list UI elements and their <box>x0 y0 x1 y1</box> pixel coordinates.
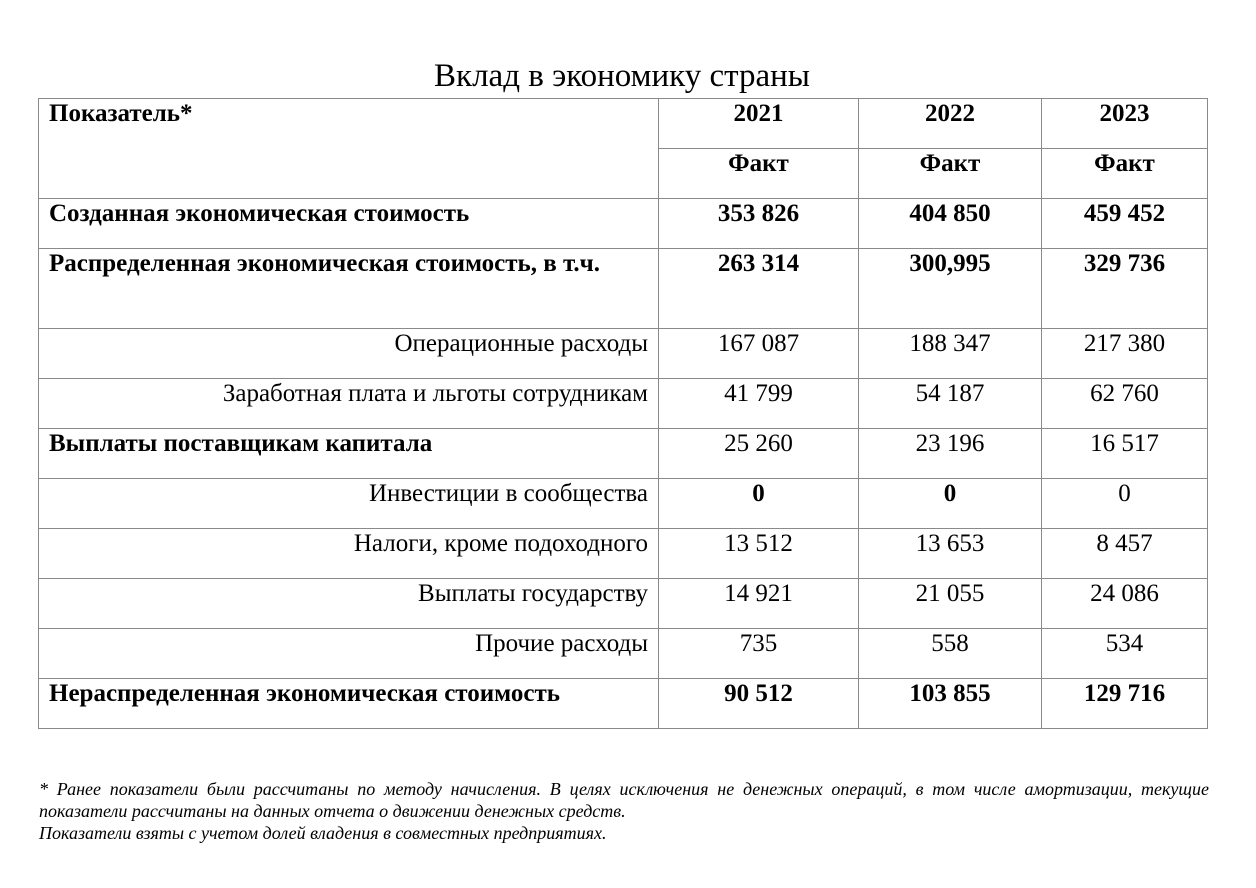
cell-value: 188 347 <box>859 329 1042 379</box>
column-subheader: Факт <box>1042 149 1208 199</box>
column-header-year: 2021 <box>659 99 859 149</box>
cell-value: 90 512 <box>659 679 859 729</box>
cell-value: 25 260 <box>659 429 859 479</box>
cell-value: 534 <box>1042 629 1208 679</box>
cell-value: 16 517 <box>1042 429 1208 479</box>
row-label: Нераспределенная экономическая стоимость <box>39 679 659 729</box>
footnote-methodology: * Ранее показатели были рассчитаны по методу начисления. В целях исключения не денежных операций, в том числе амортизации, текущие показатели рассчитаны на данных отчета о движении денежных средств. <box>39 779 1209 821</box>
economic-contribution-table <box>38 98 1208 729</box>
table-row <box>39 679 1208 729</box>
row-label: Распределенная экономическая стоимость, в т.ч. <box>39 249 659 329</box>
row-label: Заработная плата и льготы сотрудникам <box>39 379 659 429</box>
table-row <box>39 199 1208 249</box>
cell-value: 735 <box>659 629 859 679</box>
cell-value: 263 314 <box>659 249 859 329</box>
table-row <box>39 329 1208 379</box>
cell-value: 14 921 <box>659 579 859 629</box>
cell-value: 300,995 <box>859 249 1042 329</box>
table-row <box>39 629 1208 679</box>
cell-value: 329 736 <box>1042 249 1208 329</box>
cell-value: 353 826 <box>659 199 859 249</box>
table-row <box>39 529 1208 579</box>
row-label: Выплаты поставщикам капитала <box>39 429 659 479</box>
table-row <box>39 479 1208 529</box>
cell-value: 8 457 <box>1042 529 1208 579</box>
cell-value: 23 196 <box>859 429 1042 479</box>
footnote-ownership: Показатели взяты с учетом долей владения в совместных предприятиях. <box>39 823 607 843</box>
cell-value: 13 653 <box>859 529 1042 579</box>
cell-value: 167 087 <box>659 329 859 379</box>
table-row <box>39 249 1208 329</box>
page-title: Вклад в экономику страны <box>434 58 810 94</box>
column-subheader: Факт <box>859 149 1042 199</box>
table-row <box>39 379 1208 429</box>
column-header-indicator: Показатель* <box>39 99 659 199</box>
cell-value: 54 187 <box>859 379 1042 429</box>
row-label: Инвестиции в сообщества <box>39 479 659 529</box>
footnote <box>39 778 1209 844</box>
cell-value: 459 452 <box>1042 199 1208 249</box>
column-header-year: 2023 <box>1042 99 1208 149</box>
column-subheader: Факт <box>659 149 859 199</box>
header-row <box>39 99 1208 149</box>
cell-value: 217 380 <box>1042 329 1208 379</box>
table-row <box>39 429 1208 479</box>
cell-value: 21 055 <box>859 579 1042 629</box>
row-label: Выплаты государству <box>39 579 659 629</box>
cell-value: 103 855 <box>859 679 1042 729</box>
cell-value: 62 760 <box>1042 379 1208 429</box>
cell-value: 404 850 <box>859 199 1042 249</box>
cell-value: 41 799 <box>659 379 859 429</box>
table-row <box>39 579 1208 629</box>
cell-value: 0 <box>659 479 859 529</box>
row-label: Созданная экономическая стоимость <box>39 199 659 249</box>
cell-value: 129 716 <box>1042 679 1208 729</box>
row-label: Операционные расходы <box>39 329 659 379</box>
column-header-year: 2022 <box>859 99 1042 149</box>
cell-value: 0 <box>859 479 1042 529</box>
cell-value: 0 <box>1042 479 1208 529</box>
cell-value: 24 086 <box>1042 579 1208 629</box>
cell-value: 558 <box>859 629 1042 679</box>
row-label: Налоги, кроме подоходного <box>39 529 659 579</box>
row-label: Прочие расходы <box>39 629 659 679</box>
cell-value: 13 512 <box>659 529 859 579</box>
